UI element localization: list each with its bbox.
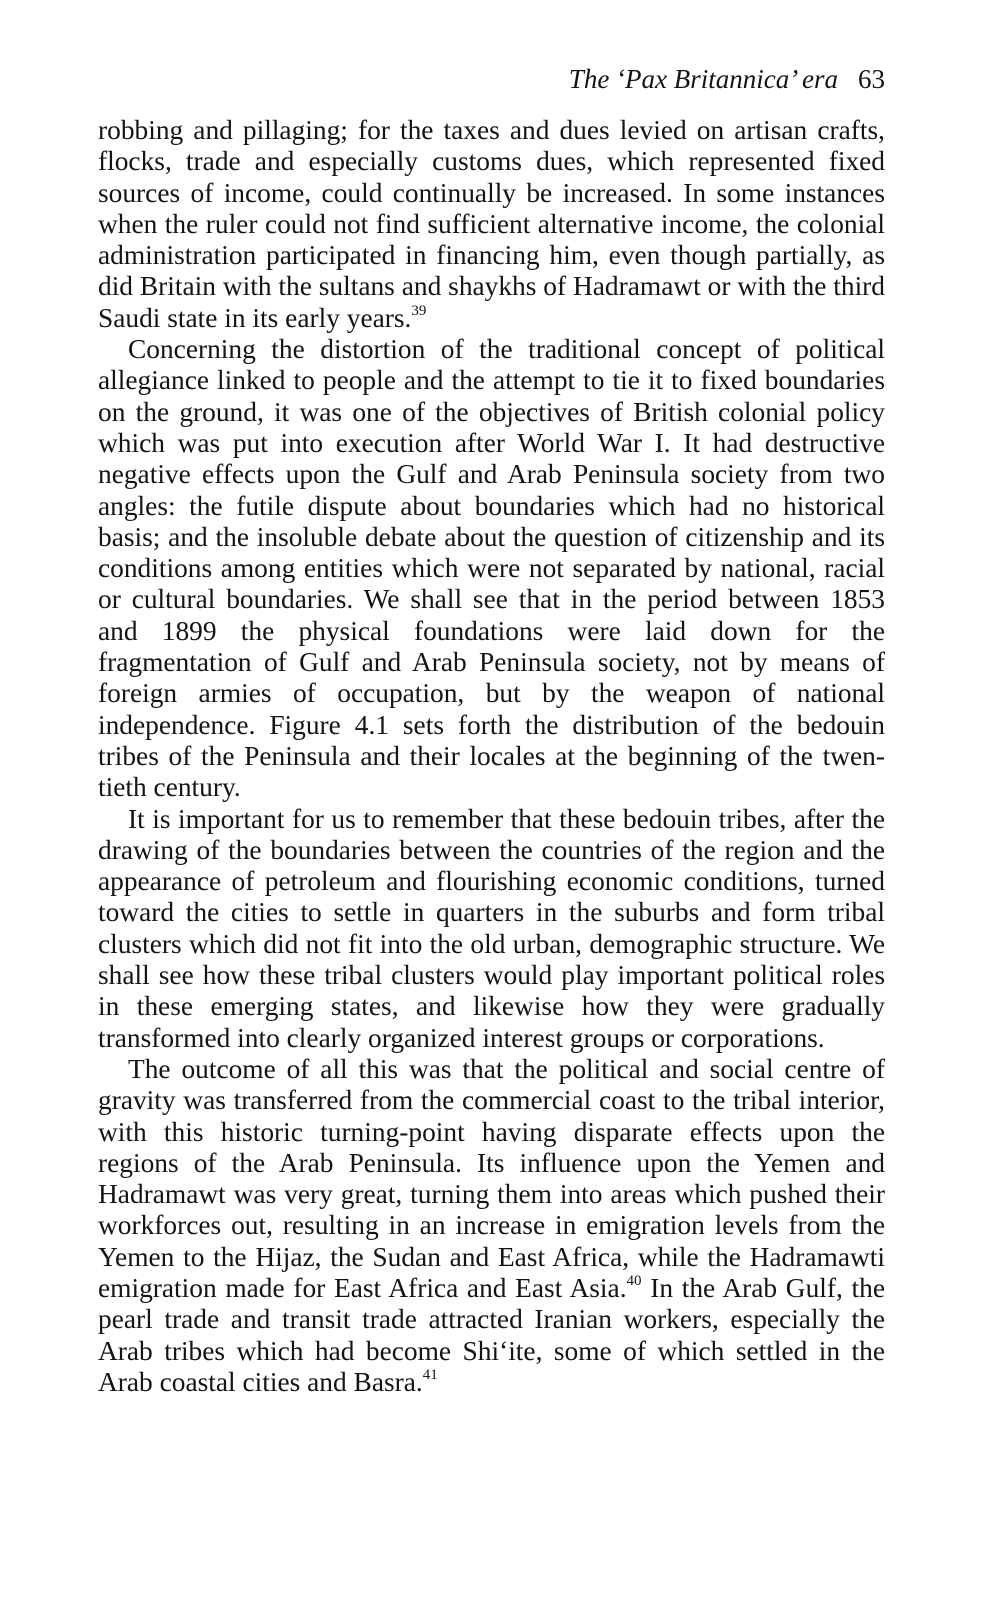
page-number: 63 <box>858 64 885 94</box>
running-title: The ‘Pax Britannica’ era <box>568 64 838 94</box>
paragraph-3-text: It is important for us to remember that these bedouin tribes, after the drawing of the boundaries between the countries of the region and the appearance of petroleum and flourishing economic conditions, turned toward the cities to settle in quarters in the suburbs and form tribal clusters which did not fit into the old urban, demographic structure. We shall see how these tribal clusters would play important political roles in these emerging states, and likewise how they were gradually transformed into clearly organized interest groups or corporations. <box>98 803 885 1053</box>
paragraph-1 <box>98 115 885 334</box>
paragraph-4-text-a: The outcome of all this was that the political and social centre of gravity was transferred from the commercial coast to the tribal interior, with this historic turning-point having disparate effects upon the regions of the Arab Peninsula. Its influence upon the Yemen and Hadramawt was very great, turning them into areas which pushed their workforces out, resulting in an increase in emigration levels from the Yemen to the Hijaz, the Sudan and East Africa, while the Hadramawti emigration made for East Africa and East Asia. <box>98 1053 885 1303</box>
footnote-ref-41: 41 <box>422 1366 438 1383</box>
footnote-ref-39: 39 <box>411 302 427 319</box>
paragraph-3 <box>98 804 885 1054</box>
running-head <box>98 62 885 96</box>
body-text <box>98 115 885 1398</box>
paragraph-4-text-b: In the Arab Gulf, the pearl trade and transit trade attracted Iranian workers, especially the Arab tribes which had become Shi‘ite, some of which settled in the Arab coastal cities and Basra. <box>98 1272 886 1397</box>
paragraph-2-text: Concerning the distortion of the traditional concept of political allegiance linked to people and the attempt to tie it to fixed boundaries on the ground, it was one of the objectives of British colonial policy which was put into execution after World War I. It had destructive negative effects upon the Gulf and Arab Peninsula society from two angles: the futile dispute about boundaries which had no historical basis; and the insoluble debate about the question of citizenship and its conditions among entities which were not separated by national, racial or cultural boundaries. We shall see that in the period between 1853 and 1899 the physical foundations were laid down for the fragmentation of Gulf and Arab Peninsula society, not by means of foreign armies of occupation, but by the weapon of national independence. Figure 4.1 sets forth the distribution of the bedouin tribes of the Peninsula and their locales at the beginning of the twentieth century. <box>98 334 885 803</box>
footnote-ref-40: 40 <box>626 1272 642 1289</box>
paragraph-1-text: robbing and pillaging; for the taxes and dues levied on artisan crafts, flocks, trade and especially customs dues, which represented fixed sources of income, could continually be increased. In some instances when the ruler could not find sufficient alternative income, the colonial administration participated in financing him, even though partially, as did Britain with the sultans and shaykhs of Hadramawt or with the third Saudi state in its early years. <box>98 115 885 333</box>
paragraph-4 <box>98 1054 885 1398</box>
paragraph-2 <box>98 334 885 803</box>
